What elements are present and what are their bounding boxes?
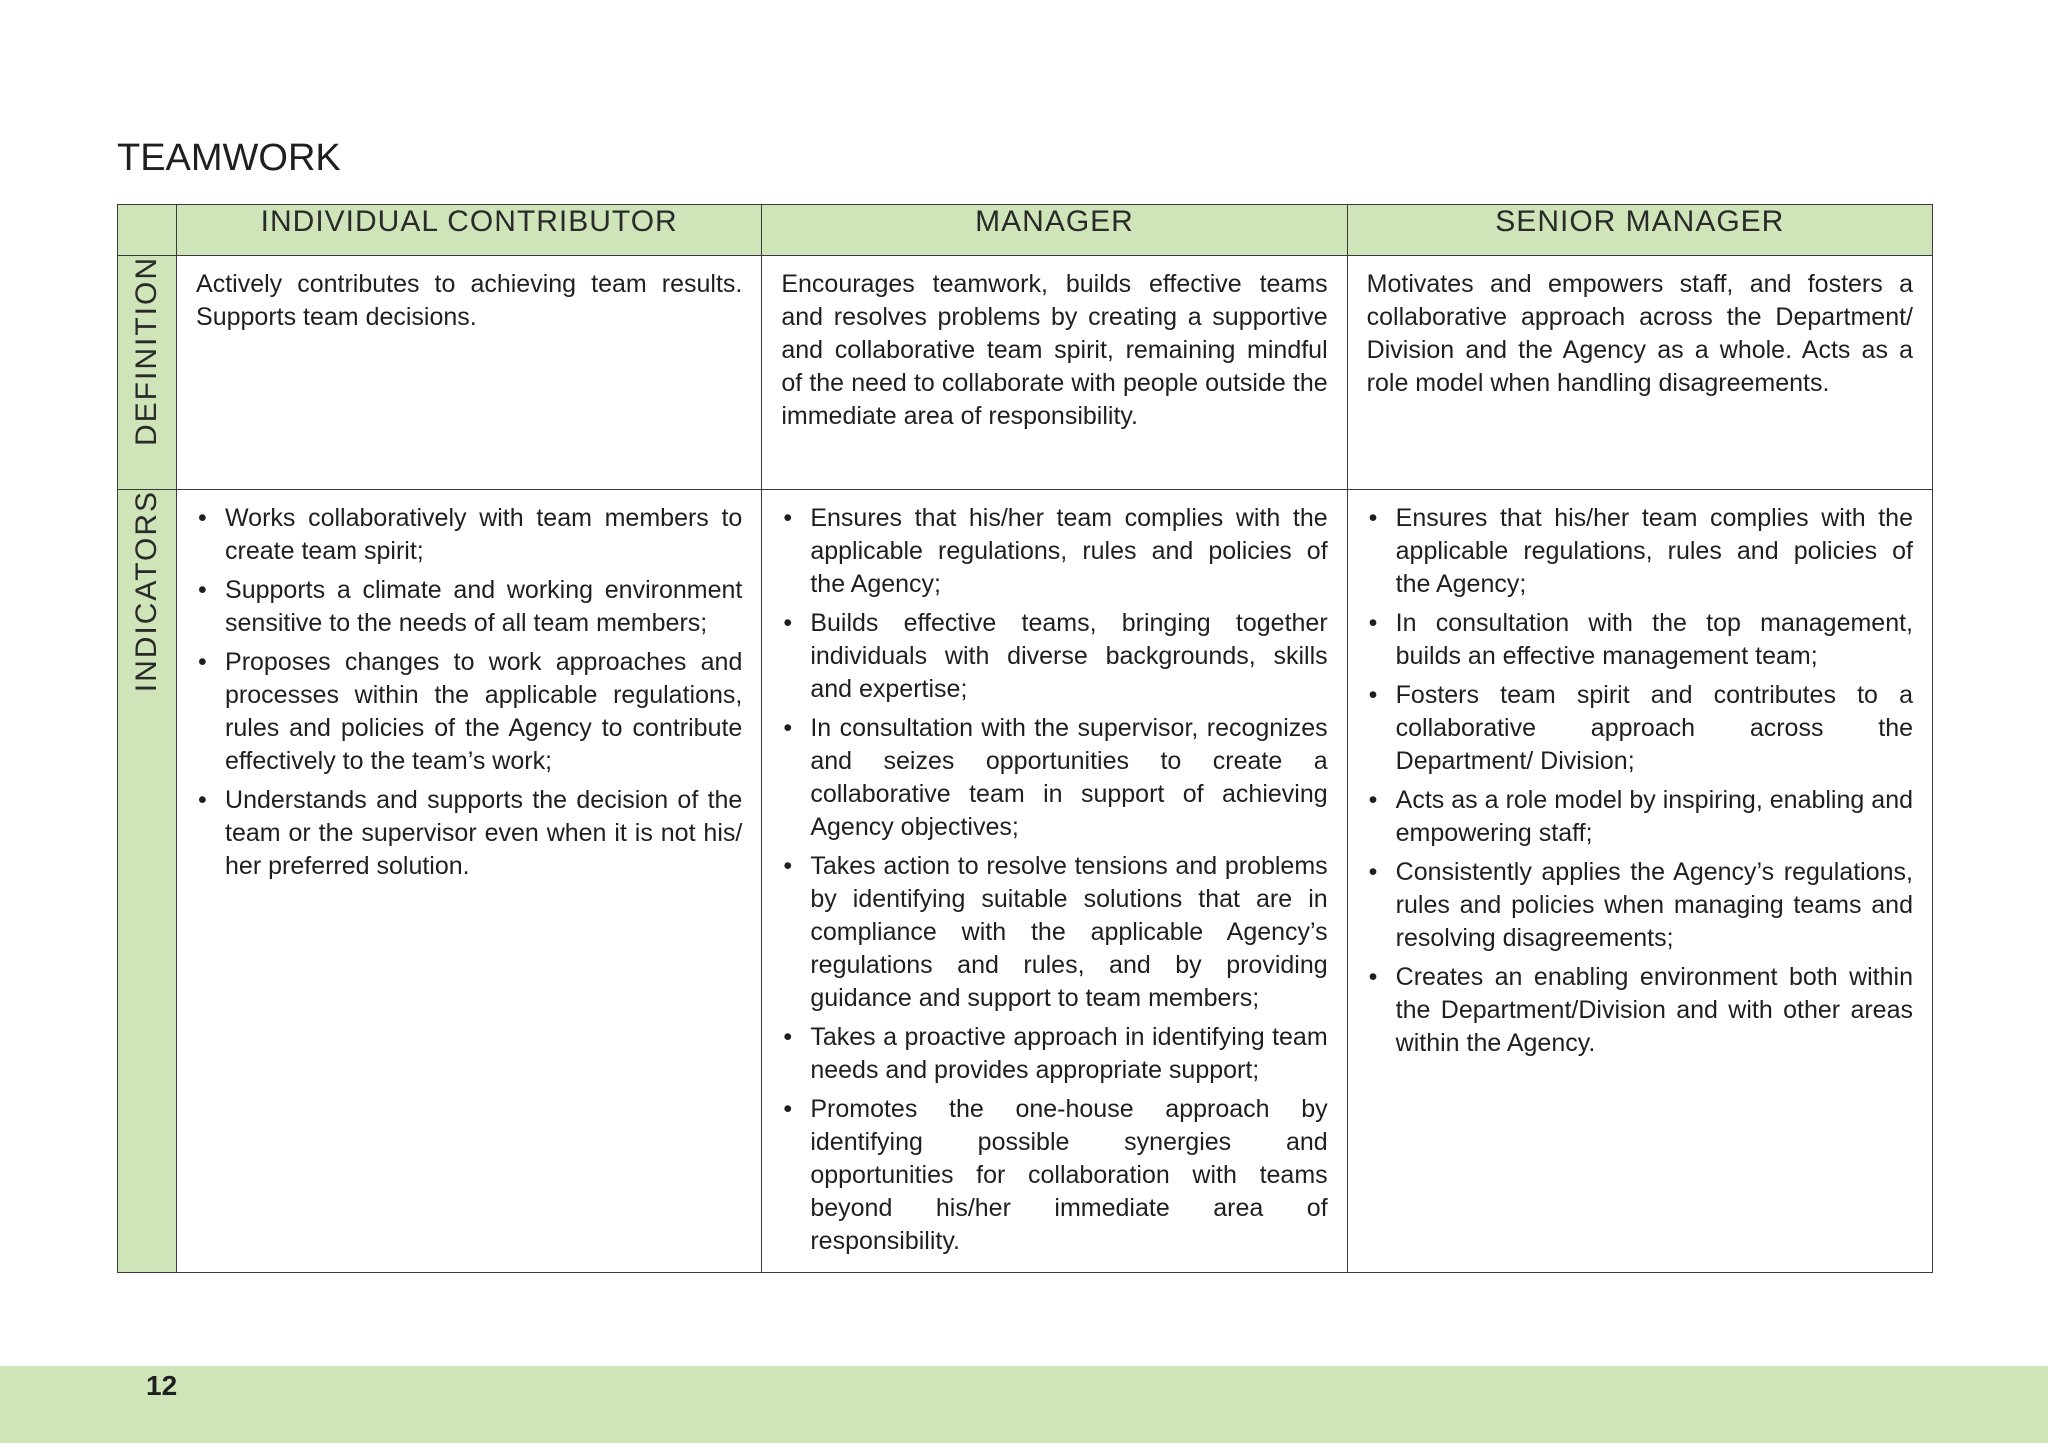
bullet-icon: • bbox=[1368, 504, 1378, 532]
indicator-text: Builds effective teams, bringing together individuals with diverse backgrounds, skills and expertise; bbox=[810, 609, 1328, 703]
list-item bbox=[196, 784, 742, 883]
bullet-icon: • bbox=[198, 648, 207, 676]
list-item bbox=[196, 574, 742, 640]
definition-row-label bbox=[118, 256, 177, 490]
competency-table bbox=[117, 204, 1933, 1273]
indicators-cell-manager bbox=[762, 490, 1347, 1273]
definition-row bbox=[118, 256, 1933, 490]
list-item bbox=[1367, 961, 1913, 1060]
bullet-icon: • bbox=[783, 852, 793, 880]
corner-cell bbox=[118, 205, 177, 256]
column-header-senior-manager: SENIOR MANAGER bbox=[1347, 205, 1932, 256]
indicator-text: Ensures that his/her team complies with the applicable regulations, rules and policies of the Agency; bbox=[1395, 504, 1913, 598]
header-row bbox=[118, 205, 1933, 256]
indicator-text: Fosters team spirit and contributes to a collaborative approach across the Department/ Division; bbox=[1395, 681, 1913, 775]
column-header-individual-contributor: INDIVIDUAL CONTRIBUTOR bbox=[177, 205, 762, 256]
bullet-icon: • bbox=[783, 1023, 793, 1051]
list-item bbox=[1367, 502, 1913, 601]
definition-cell-manager bbox=[762, 256, 1347, 490]
bullet-icon: • bbox=[198, 504, 207, 532]
page-title: TEAMWORK bbox=[117, 137, 341, 179]
indicator-text: In consultation with the supervisor, recognizes and seizes opportunities to create a collaborative team in support of achieving Agency objectives; bbox=[810, 714, 1328, 841]
bullet-icon: • bbox=[1368, 858, 1378, 886]
bullet-icon: • bbox=[1368, 786, 1378, 814]
indicator-text: Takes action to resolve tensions and problems by identifying suitable solutions that are in compliance with the applicable Agency’s regulations and rules, and by providing guidance and support to team members; bbox=[810, 852, 1328, 1012]
indicators-cell-senior-manager bbox=[1347, 490, 1932, 1273]
list-item bbox=[196, 646, 742, 778]
definition-cell-senior-manager bbox=[1347, 256, 1932, 490]
list-item bbox=[781, 1093, 1327, 1258]
indicator-text: Creates an enabling environment both within the Department/Division and with other areas within the Agency. bbox=[1395, 963, 1913, 1057]
indicator-text: Promotes the one-house approach by identifying possible synergies and opportunities for collaboration with teams beyond his/her immediate area of responsibility. bbox=[810, 1095, 1328, 1255]
page-number: 12 bbox=[146, 1370, 178, 1401]
column-header-manager: MANAGER bbox=[762, 205, 1347, 256]
list-item bbox=[781, 1021, 1327, 1087]
indicator-list bbox=[1367, 502, 1913, 1060]
bullet-icon: • bbox=[783, 504, 793, 532]
indicator-text: Acts as a role model by inspiring, enabling and empowering staff; bbox=[1395, 786, 1913, 847]
list-item bbox=[781, 607, 1327, 706]
indicators-label: INDICATORS bbox=[130, 490, 164, 693]
list-item bbox=[196, 502, 742, 568]
definition-text: Motivates and empowers staff, and fosters a collaborative approach across the Department/ Division and the Agency as a whole. Acts as a role model when handling disagreements. bbox=[1366, 270, 1913, 397]
bullet-icon: • bbox=[198, 786, 207, 814]
list-item bbox=[1367, 856, 1913, 955]
indicator-text: Supports a climate and working environment sensitive to the needs of all team members; bbox=[225, 576, 743, 637]
indicator-text: In consultation with the top management, builds an effective management team; bbox=[1395, 609, 1913, 670]
bullet-icon: • bbox=[783, 1095, 793, 1123]
bullet-icon: • bbox=[1368, 681, 1378, 709]
footer-band bbox=[0, 1366, 2048, 1443]
bullet-icon: • bbox=[1368, 609, 1378, 637]
indicator-text: Understands and supports the decision of the team or the supervisor even when it is not his/ her preferred solution. bbox=[225, 786, 743, 880]
indicator-text: Works collaboratively with team members to create team spirit; bbox=[225, 504, 743, 565]
indicator-text: Ensures that his/her team complies with the applicable regulations, rules and policies of the Agency; bbox=[810, 504, 1328, 598]
indicator-text: Proposes changes to work approaches and processes within the applicable regulations, rules and policies of the Agency to contribute effectively to the team’s work; bbox=[225, 648, 743, 775]
definition-text: Actively contributes to achieving team results. Supports team decisions. bbox=[196, 270, 743, 331]
list-item bbox=[1367, 679, 1913, 778]
list-item bbox=[781, 502, 1327, 601]
list-item bbox=[781, 712, 1327, 844]
bullet-icon: • bbox=[198, 576, 207, 604]
bullet-icon: • bbox=[1368, 963, 1378, 991]
indicator-list bbox=[196, 502, 742, 883]
indicators-row-label bbox=[118, 490, 177, 1273]
list-item bbox=[1367, 607, 1913, 673]
indicator-text: Takes a proactive approach in identifying team needs and provides appropriate support; bbox=[810, 1023, 1328, 1084]
indicator-list bbox=[781, 502, 1327, 1258]
list-item bbox=[1367, 784, 1913, 850]
indicators-cell-individual-contributor bbox=[177, 490, 762, 1273]
bullet-icon: • bbox=[783, 609, 793, 637]
bullet-icon: • bbox=[783, 714, 793, 742]
definition-text: Encourages teamwork, builds effective teams and resolves problems by creating a supportive and collaborative team spirit, remaining mindful of the need to collaborate with people outside the immediate area of responsibility. bbox=[781, 270, 1328, 430]
indicator-text: Consistently applies the Agency’s regulations, rules and policies when managing teams and resolving disagreements; bbox=[1395, 858, 1913, 952]
indicators-row bbox=[118, 490, 1933, 1273]
list-item bbox=[781, 850, 1327, 1015]
definition-label: DEFINITION bbox=[130, 256, 164, 446]
definition-cell-individual-contributor bbox=[177, 256, 762, 490]
